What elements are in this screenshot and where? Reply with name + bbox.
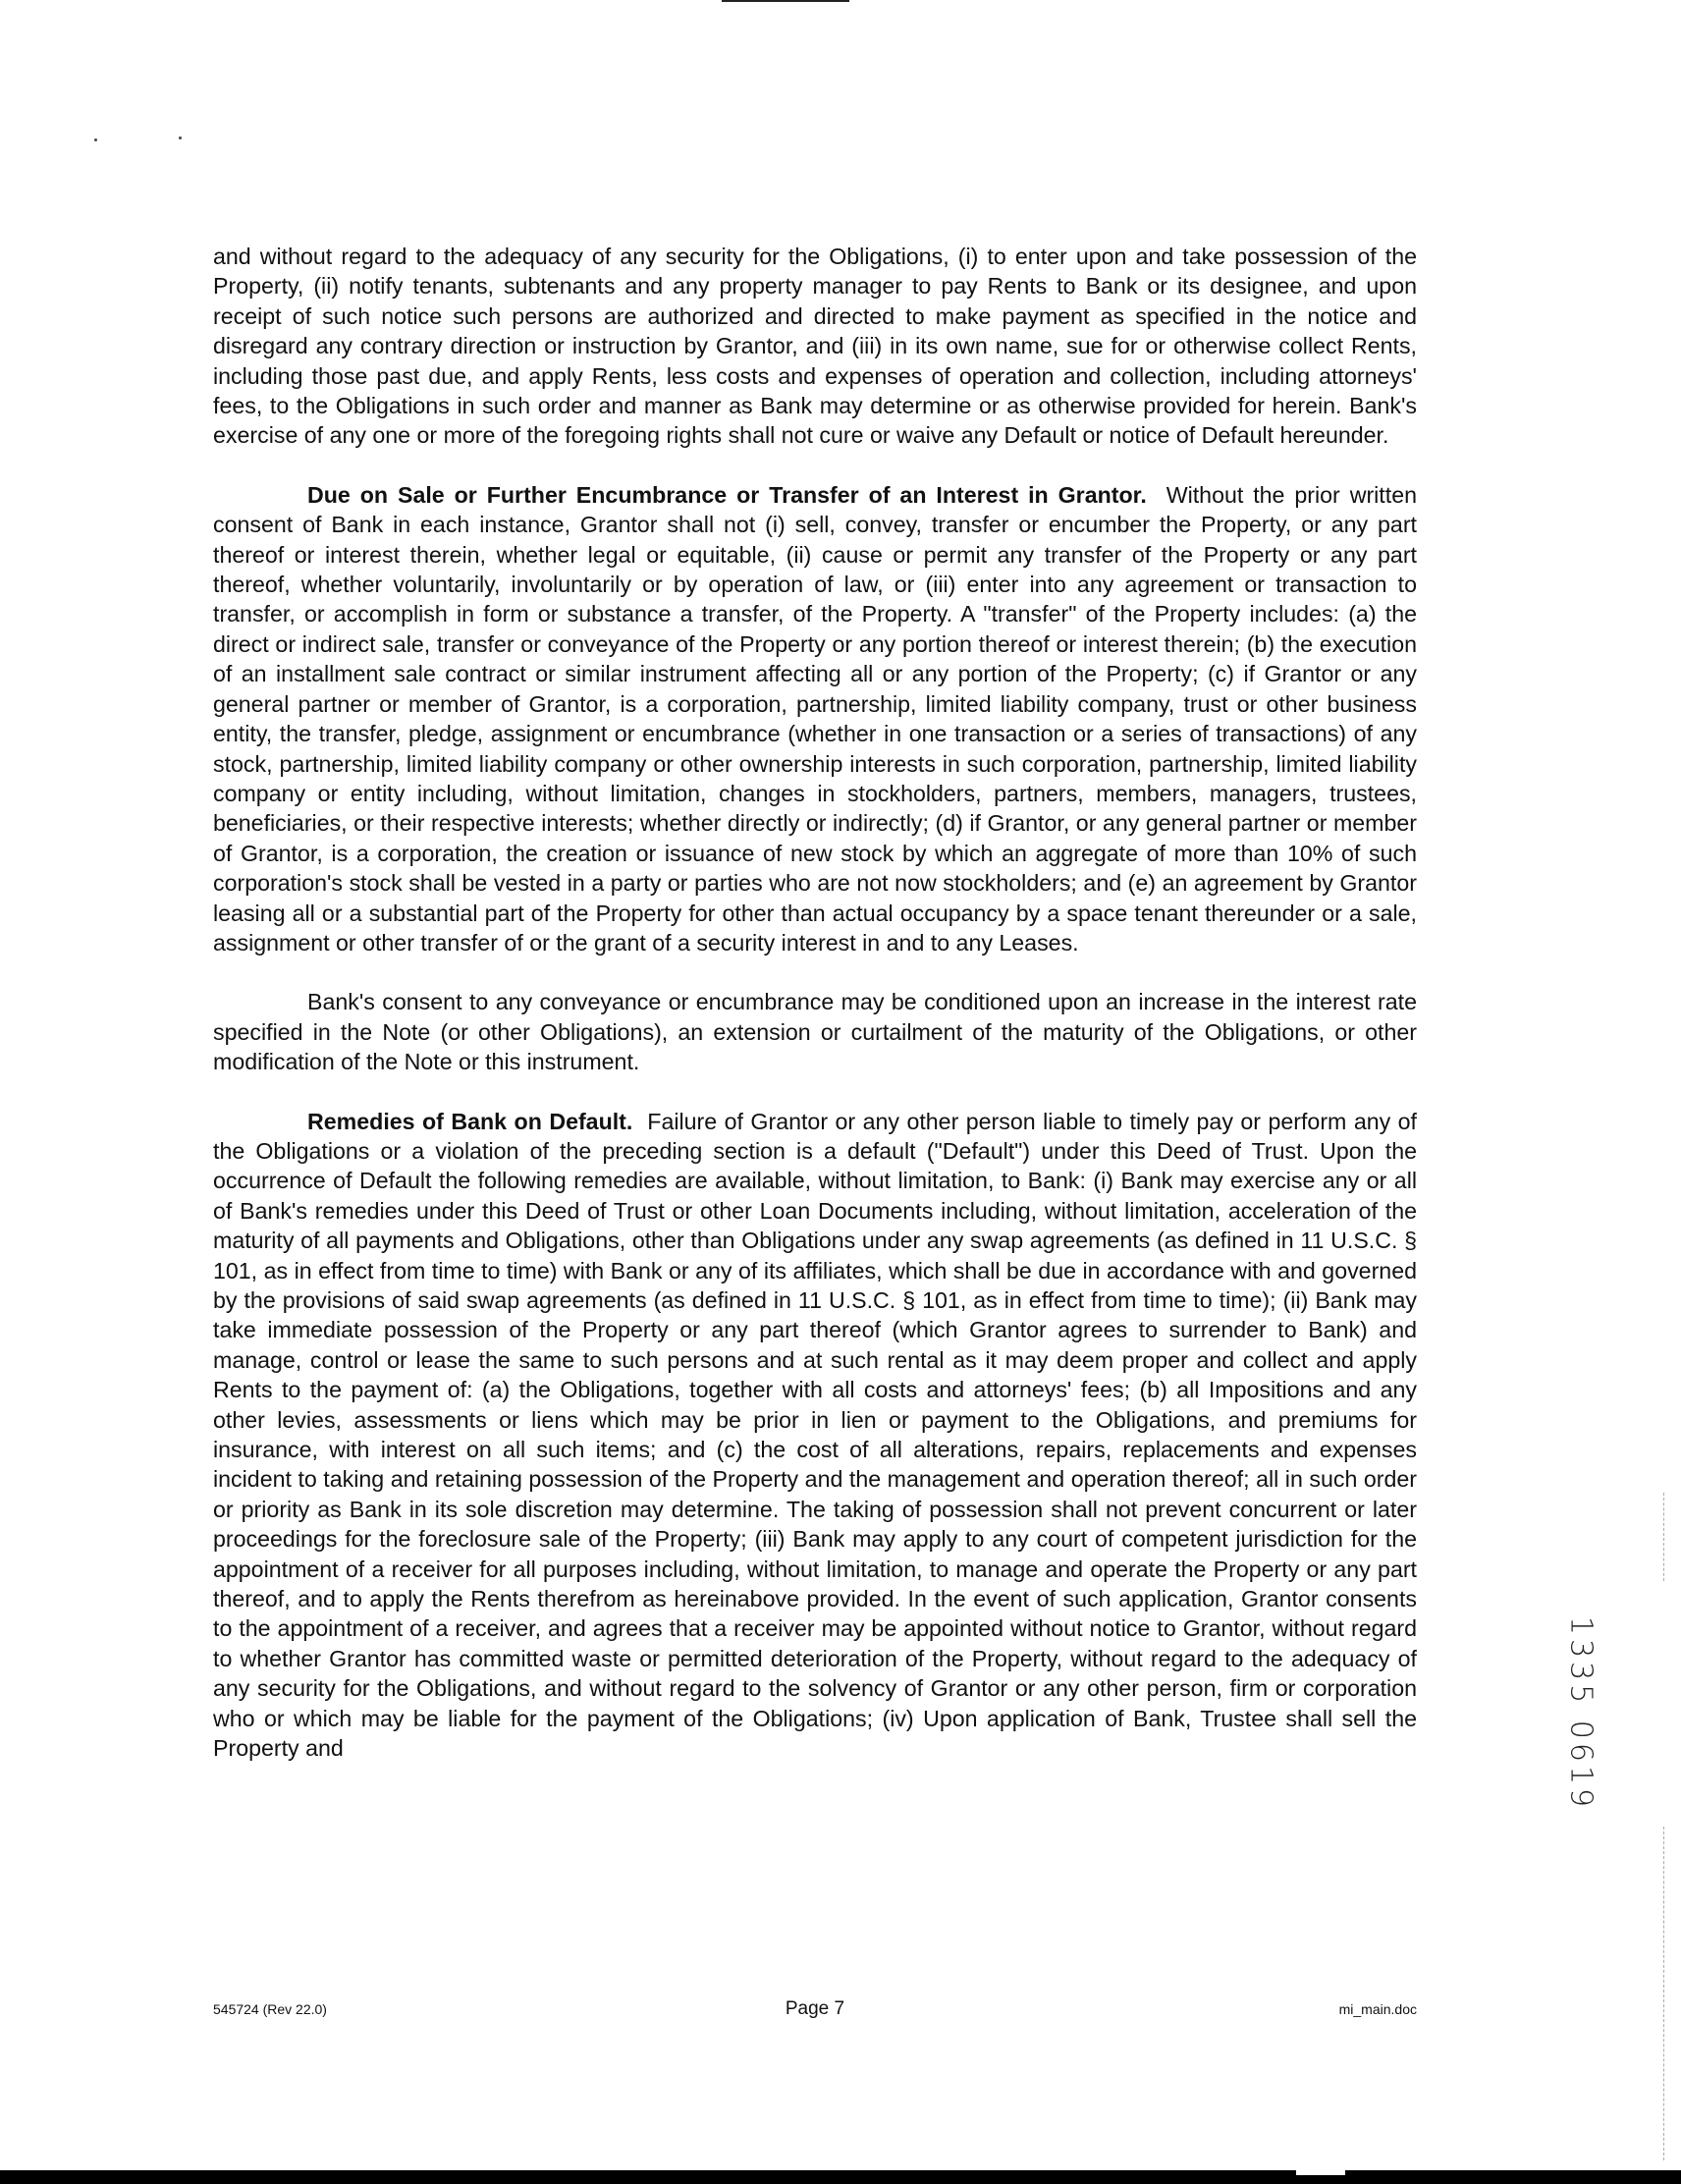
scan-bottom-bar [0, 2170, 1681, 2184]
scan-speck [179, 136, 182, 139]
paragraph-remedies [213, 1107, 1417, 1764]
top-scan-mark [722, 0, 849, 2]
paragraph-bank-consent [213, 987, 1417, 1076]
file-name: mi_main.doc [1338, 2001, 1417, 2017]
paragraph-due-on-sale [213, 480, 1417, 958]
section-heading: Remedies of Bank on Default. [307, 1108, 633, 1134]
page-footer [213, 1997, 1417, 2021]
scan-edge-line [1663, 1827, 1665, 2160]
scan-speck [94, 138, 97, 141]
paragraph-text: and without regard to the adequacy of any security for the Obligations, (i) to enter upon and take possession of the Property, (ii) notify tenants, subtenants and any property manager to pay Rents to Bank or its designee, and upon receipt of such notice such persons are authorized and directed to make payment as specified in the notice and disregard any contrary direction or instruction by Grantor, and (iii) in its own name, sue for or otherwise collect Rents, including those past due, and apply Rents, less costs and expenses of operation and collection, including attorneys' fees, to the Obligations in such order and manner as Bank may determine or as otherwise provided for herein. Bank's exercise of any one or more of the foregoing rights shall not cure or waive any Default or notice of Default hereunder. [213, 244, 1417, 449]
page-number: Page 7 [785, 1998, 845, 2019]
paragraph-text: Failure of Grantor or any other person liable to timely pay or perform any of the Obligations or a violation of the preceding section is a default ("Default") under this Deed of Trust. Upon the occurrence of Default the following remedies are available, without limitation, to Bank: (i) Bank may exercise any or all of Bank's remedies under this Deed of Trust or other Loan Documents including, without limitation, acceleration of the maturity of all payments and Obligations, other than Obligations under any swap agreements (as defined in 11 U.S.C. § 101, as in effect from time to time) with Bank or any of its affiliates, which shall be due in accordance with and governed by the provisions of said swap agreements (as defined in 11 U.S.C. § 101, as in effect from time to time); (ii) Bank may take immediate possession of the Property or any part thereof (which Grantor agrees to surrender to Bank) and manage, control or lease the same to such persons and at such rental as it may deem proper and collect and apply Rents to the payment of: (a) the Obligations, together with all costs and attorneys' fees; (b) all Impositions and any other levies, assessments or liens which may be prior in lien or payment to the Obligations, and premiums for insurance, with interest on all such items; and (c) the cost of all alterations, repairs, replacements and expenses incident to taking and retaining possession of the Property and the management and operation thereof; all in such order or priority as Bank in its sole discretion may determine. The taking of possession shall not prevent concurrent or later proceedings for the foreclosure sale of the Property; (iii) Bank may apply to any court of competent jurisdiction for the appointment of a receiver for all purposes including, without limitation, to manage and operate the Property or any part thereof, and to apply the Rents therefrom as hereinabove provided. In the event of such application, Grantor consents to the appointment of a receiver, and agrees that a receiver may be appointed without notice to Grantor, without regard to whether Grantor has committed waste or permitted deterioration of the Property, without regard to the adequacy of any security for the Obligations, and without regard to the solvency of Grantor or any other person, firm or corporation who or which may be liable for the payment of the Obligations; (iv) Upon application of Bank, Trustee shall sell the Property and [213, 1108, 1418, 1762]
section-heading: Due on Sale or Further Encumbrance or Transfer of an Interest in Grantor. [307, 481, 1147, 508]
scan-edge-line [1663, 1493, 1665, 1581]
paragraph-rents-continued [213, 242, 1417, 451]
recording-stamp-text: 1335 0619 [1563, 1615, 1599, 1812]
recording-stamp [1561, 1571, 1600, 1856]
paragraph-text: Bank's consent to any conveyance or encumbrance may be conditioned upon an increase in the interest rate specified in the Note (or other Obligations), an extension or curtailment of the maturity of the Obligations, or other modification of the Note or this instrument. [213, 989, 1417, 1075]
form-number: 545724 (Rev 22.0) [213, 2001, 327, 2017]
document-body [213, 242, 1417, 1793]
paragraph-text: Without the prior written consent of Bank in each instance, Grantor shall not (i) sell, convey, transfer or encumber the Property, or any part thereof or interest therein, whether legal or equitable, (ii) cause or permit any transfer of the Property or any part thereof, whether voluntarily, involuntarily or by operation of law, or (iii) enter into any agreement or transaction to transfer, or accomplish in form or substance a transfer, of the Property. A "transfer" of the Property includes: (a) the direct or indirect sale, transfer or conveyance of the Property or any portion thereof or interest therein; (b) the execution of an installment sale contract or similar instrument affecting all or any portion of the Property; (c) if Grantor or any general partner or member of Grantor, is a corporation, partnership, limited liability company, trust or other business entity, the transfer, pledge, assignment or encumbrance (whether in one transaction or a series of transactions) of any stock, partnership, limited liability company or other ownership interests in such corporation, partnership, limited liability company or entity including, without limitation, changes in stockholders, partners, members, managers, trustees, beneficiaries, or their respective interests; whether directly or indirectly; (d) if Grantor, or any general partner or member of Grantor, is a corporation, the creation or issuance of new stock by which an aggregate of more than 10% of such corporation's stock shall be vested in a party or parties who are not now stockholders; and (e) an agreement by Grantor leasing all or a substantial part of the Property for other than actual occupancy by a space tenant thereunder or a sale, assignment or other transfer of or the grant of a security interest in and to any Leases. [213, 481, 1417, 956]
